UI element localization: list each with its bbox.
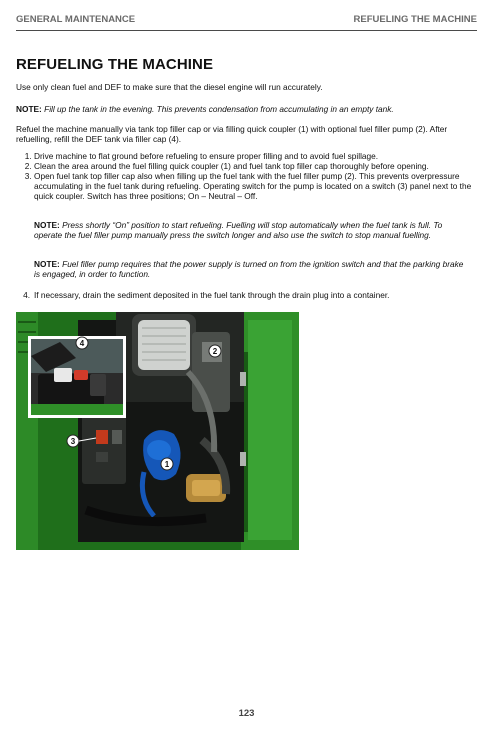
step-item: 2. Clean the area around the fuel filling quick coupler (1) and fuel tank top filler cap thoroughly before opening. [34, 161, 473, 171]
step-item: 1. Drive machine to flat ground before refueling to ensure proper filling and to avoid fuel spillage. [34, 151, 473, 161]
note-label: NOTE: [34, 259, 60, 269]
page-header [16, 14, 477, 28]
steps-list [16, 151, 473, 201]
callout-2: 2 [212, 347, 218, 356]
page-title: REFUELING THE MACHINE [16, 56, 214, 73]
step-text: If necessary, drain the sediment deposited in the fuel tank through the drain plug into a container. [34, 290, 390, 300]
callout-1: 1 [164, 460, 170, 469]
page-number: 123 [238, 708, 255, 719]
refuel-paragraph: Refuel the machine manually via tank top filler cap or via filling quick coupler (1) with optional fuel filler pump (2). After refuelling, refill the DEF tank via filler cap (4). [16, 124, 448, 144]
callout-badge-1 [161, 458, 173, 470]
callout-3: 3 [70, 437, 76, 446]
step-item-drain [16, 290, 473, 300]
note-refuel-switch [34, 220, 465, 240]
note-label: NOTE: [16, 104, 42, 114]
note-text: Press shortly “On” position to start refueling. Fuelling will stop automatically when the fuel tank is full. To operate the fuel filler pump manually press the switch longer and also use the switch to stop manual fuelling. [34, 220, 443, 240]
callout-4: 4 [79, 339, 85, 348]
note-label: NOTE: [34, 220, 60, 230]
refueling-photo [16, 312, 299, 550]
note-power-supply [34, 259, 465, 279]
step-number: 4. [23, 290, 30, 300]
header-rule [16, 30, 477, 31]
callout-badge-3 [67, 435, 79, 447]
step-item: 3. Open fuel tank top filler cap also when filling up the fuel tank with the fuel filler pump (2). This prevents overpressure accumulating in the fuel tank during refueling. Operating switch for the pump is located on a switch (3) panel next to the quick coupler. Switch has three positions; On – Neutral – Off. [34, 171, 473, 201]
header-section-title: GENERAL MAINTENANCE [16, 14, 136, 25]
note-condensation [16, 104, 473, 114]
intro-paragraph: Use only clean fuel and DEF to make sure that the diesel engine will run accurately. [16, 82, 323, 92]
header-topic-title: REFUELING THE MACHINE [353, 14, 477, 25]
callout-badge-2 [209, 345, 221, 357]
note-text: Fuel filler pump requires that the power supply is turned on from the ignition switch and that the parking brake is engaged, in order to function. [34, 259, 464, 279]
note-text: Fill up the tank in the evening. This prevents condensation from accumulating in an empty tank. [44, 104, 394, 114]
callout-badge-4 [76, 337, 88, 349]
